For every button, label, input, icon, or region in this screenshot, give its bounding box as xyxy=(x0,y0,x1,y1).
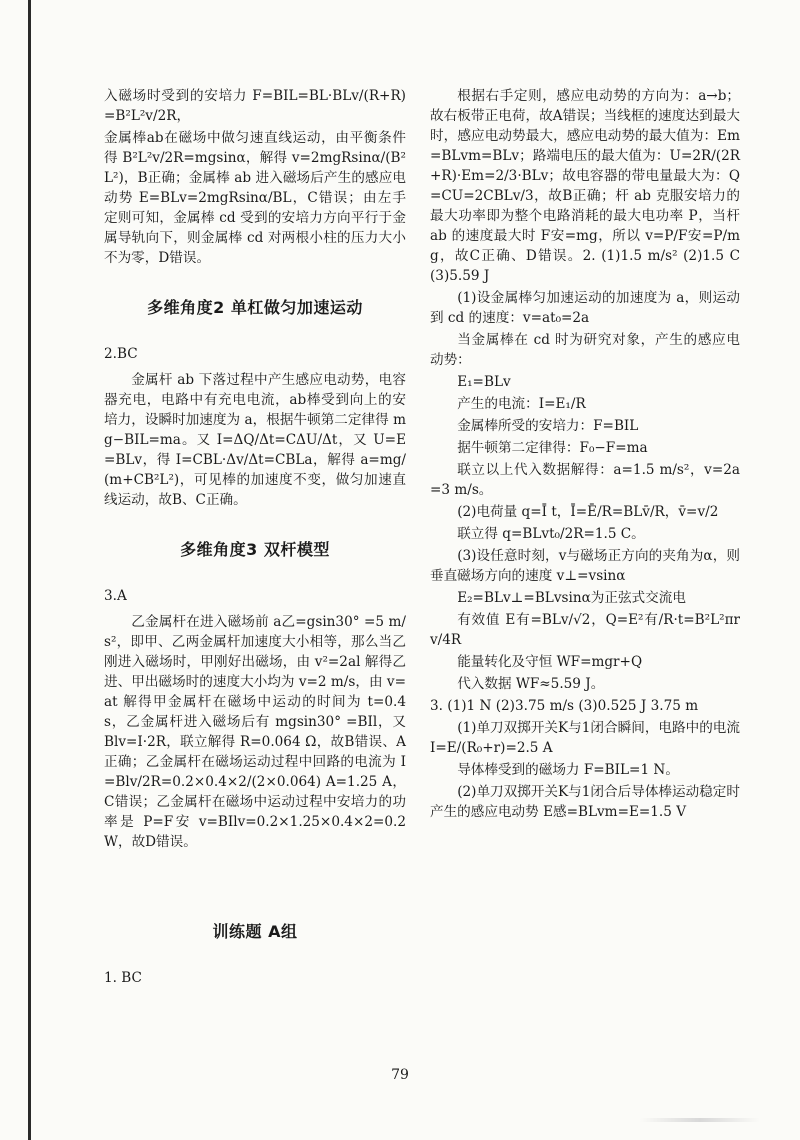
left-text-line: 入磁场时受到的安培力 F=BIL=BL·BLv/(R+R)=B²L²v/2R， xyxy=(104,88,406,124)
right-paragraph-7: (1)单刀双掷开关K与1闭合瞬间，电路中的电流 I=E/(R₀+r)=2.5 A xyxy=(430,720,740,756)
page-number: 79 xyxy=(391,1067,409,1083)
right-paragraph-6: (3)设任意时刻，v与磁场正方向的夹角为α，则垂直磁场方向的速度 v⊥=vsinα xyxy=(430,548,740,584)
right-paragraph-3: 当金属棒在 cd 时为研究对象，产生的感应电动势： xyxy=(430,332,740,368)
solution-paragraph-3: 乙金属杆在进入磁场前 a乙=gsin30° =5 m/s²，即甲、乙两金属杆加速度大小相等，那么当乙刚进入磁场时，甲刚好出磁场，由 v²=2al 解得乙进、甲出磁场时的速度大小均为 v=2 m/s，由 v=at 解得甲金属杆在磁场中运动的时间为 t=0.4 s，乙金属杆进入磁场后有 mgsin30° =BIl，又 Blv=I·2R，联立解得 R=0.064 Ω，故B错误、A正确；乙金属杆在磁场运动过程中回路的电流为 I=Blv/2R=0.2×0.4×2/(2×0.064) A=1.25 A，C错误；乙金属杆在磁场中运动过程中安培力的功率是 P=F安 v=BIlv=0.2×1.25×0.4×2=0.2 W，故D错误。 xyxy=(104,614,406,850)
binding-spine-line xyxy=(28,0,31,1140)
equation-line: E₂=BLv⊥=BLvsinα为正弦式交流电 xyxy=(457,590,686,606)
scan-smudge xyxy=(640,1118,760,1122)
right-paragraph-5: (2)电荷量 q=Ī t，Ī=Ē/R=BLv̄/R，v̄=v/2 xyxy=(457,504,719,520)
right-paragraph-4: 联立以上代入数据解得：a=1.5 m/s²，v=2a=3 m/s。 xyxy=(430,462,740,498)
equation-line: 产生的电流：I=E₁/R xyxy=(457,396,586,412)
right-paragraph-8: 导体棒受到的磁场力 F=BIL=1 N。 xyxy=(457,762,679,778)
right-column xyxy=(430,86,740,824)
right-paragraph-2: (1)设金属棒匀加速运动的加速度为 a，则运动到 cd 的速度：v=at₀=2a xyxy=(430,290,740,326)
answer-label-3-right: 3. (1)1 N (2)3.75 m/s (3)0.525 J 3.75 m xyxy=(430,698,699,714)
exercise-answer-1: 1. BC xyxy=(104,970,142,986)
exercise-heading: 训练题 A组 xyxy=(212,922,298,941)
solution-paragraph-2: 金属杆 ab 下落过程中产生感应电动势，电容器充电，电路中有充电电流，ab棒受到向上的安培力，设瞬时加速度为 a，根据牛顿第二定律得 mg−BIL=ma。又 I=ΔQ/Δt=CΔU/Δt，又 U=E=BLv，得 I=CBL·Δv/Δt=CBLa，解得 a=mg/(m+CB²L²)，可见棒的加速度不变，做匀加速直线运动，故B、C正确。 xyxy=(104,372,406,508)
right-paragraph-9: (2)单刀双掷开关K与1闭合后导体棒运动稳定时产生的感应电动势 E感=BLvm=E=1.5 V xyxy=(430,784,740,820)
equation-line: 据牛顿第二定律得：F₀−F=ma xyxy=(457,440,648,456)
section-heading-2: 多维角度2 单杠做匀加速运动 xyxy=(147,298,363,317)
answer-label-3: 3.A xyxy=(104,588,127,604)
equation-line: 联立得 q=BLvt₀/2R=1.5 C。 xyxy=(457,526,645,542)
equation-line: 能量转化及守恒 WF=mgr+Q xyxy=(457,654,643,670)
answer-label-2: 2.BC xyxy=(104,346,138,362)
equation-line: 金属棒所受的安培力：F=BIL xyxy=(457,418,639,434)
equation-line: 代入数据 WF≈5.59 J。 xyxy=(457,676,605,692)
right-paragraph-1: 根据右手定则，感应电动势的方向为：a→b；故右板带正电荷，故A错误；当线框的速度达到最大时，感应电动势最大，感应电动势的最大值为：Em=BLvm=BLv；路端电压的最大值为：U=2R/(2R+R)·Em=2/3·BLv；故电容器的带电量最大为：Q=CU=2CBLv/3，故B正确；杆 ab 克服安培力的最大功率即为整个电路消耗的最大电功率 P，当杆 ab 的速度最大时 F安=mg，所以 v=P/F安=P/mg，故C正确、D错误。2. (1)1.5 m/s² (2)1.5 C (3)5.59 J xyxy=(430,88,740,284)
equation-line: E₁=BLv xyxy=(457,374,511,390)
left-column xyxy=(104,86,406,994)
section-heading-3: 多维角度3 双杆模型 xyxy=(180,540,330,559)
equation-line: 有效值 E有=BLv/√2，Q=E²有/R·t=B²L²πrv/4R xyxy=(430,612,740,648)
left-text-paragraph: 金属棒ab在磁场中做匀速直线运动，由平衡条件得 B²L²v/2R=mgsinα，解得 v=2mgRsinα/(B²L²)，B正确；金属棒 ab 进入磁场后产生的感应电动势 E=BLv=2mgRsinα/BL，C错误；由左手定则可知，金属棒 cd 受到的安培力方向平行于金属导轨向下，则金属棒 cd 对两根小柱的压力大小不为零，D错误。 xyxy=(104,130,406,266)
